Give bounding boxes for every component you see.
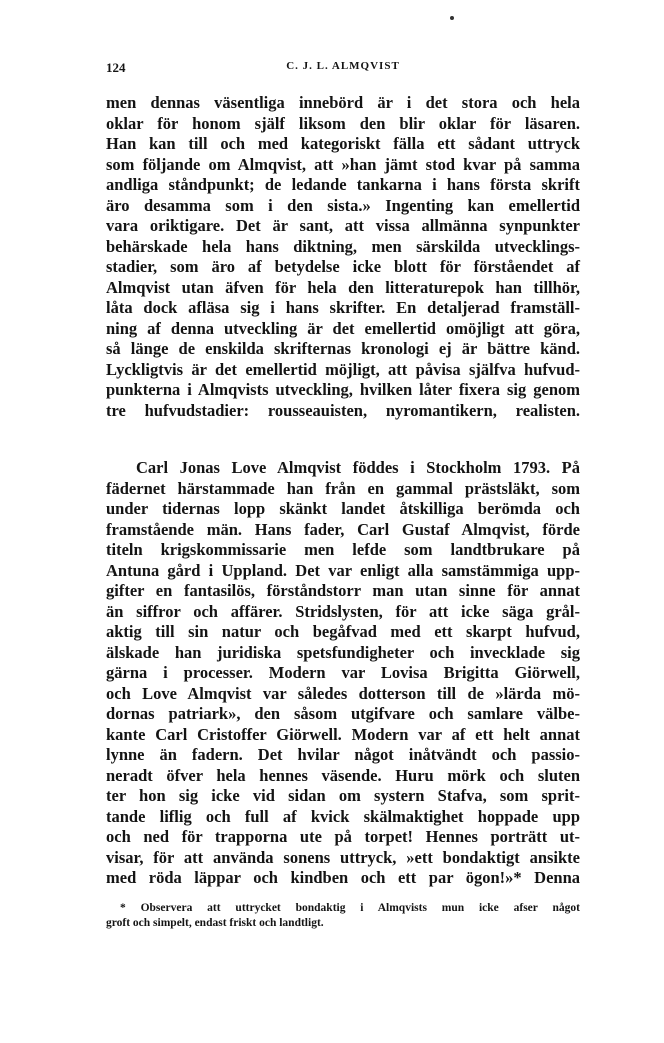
text-line: och Love Almqvist var således dotterson till de »lärda mö-	[106, 683, 580, 703]
page-number: 124	[106, 60, 126, 75]
text-line: Lyckligtvis är det emellertid möjligt, att påvisa själfva hufvud-	[106, 359, 580, 379]
text-line: under tidernas lopp skänkt landet åtskilliga berömda och	[106, 499, 580, 518]
footnote	[106, 901, 580, 931]
text-line: framstående män. Hans fader, Carl Gustaf Almqvist, förde	[106, 519, 580, 539]
text-line: visar, för att använda sonens uttryck, »ett bondaktigt ansikte	[106, 847, 580, 867]
running-title: C. J. L. ALMQVIST	[286, 60, 400, 72]
text-line: men dennas väsentliga innebörd är i det stora och hela	[106, 93, 580, 112]
text-line: kante Carl Cristoffer Giörwell. Modern var af ett helt annat	[106, 724, 580, 744]
text-line: stadier, som äro af betydelse icke blott för förståendet af	[106, 257, 580, 276]
text-line: äro desamma som i den sista.» Ingenting kan emellertid	[106, 195, 580, 215]
text-line: oklar för honom själf liksom den blir oklar för läsaren.	[106, 113, 580, 133]
text-line: Antuna gård i Uppland. Det var enligt alla samstämmiga upp-	[106, 560, 580, 580]
text-line: och ned för trapporna ute på torpet! Hennes porträtt ut-	[106, 827, 580, 846]
text-line: än siffror och affärer. Stridslysten, för att icke säga grål-	[106, 601, 580, 621]
footnote-line: groft och simpelt, endast friskt och landtligt.	[106, 917, 324, 929]
text-line: som följande om Almqvist, att »han jämt stod kvar på samma	[106, 154, 580, 174]
footnote-line: * Observera att uttrycket bondaktig i Almqvists mun icke afser något	[120, 902, 580, 914]
text-line: dornas patriark», den såsom utgifvare och samlare välbe-	[106, 704, 580, 723]
print-speck	[450, 16, 454, 20]
text-line: ter hon sig icke vid sidan om systern Stafva, som sprit-	[106, 786, 580, 805]
text-line: gifter en fantasilös, förståndstorr man utan sinne för annat	[106, 581, 580, 600]
text-line: neradt öfver hela hennes väsende. Huru mörk och sluten	[106, 765, 580, 785]
text-line: så länge de enskilda skrifternas kronologi ej är bättre känd.	[106, 339, 580, 358]
text-line: lynne än fadern. Det hvilar något inåtvändt och passio-	[106, 745, 580, 764]
text-line: behärskade hela hans diktning, men särskilda utvecklings-	[106, 236, 580, 256]
text-line: med röda läppar och kindben och ett par ögon!»* Denna	[106, 868, 580, 887]
text-line: vara oriktigare. Det är sant, att vissa allmänna synpunkter	[106, 216, 580, 235]
text-line: aktig till sin natur och begåfvad med ett skarpt hufvud,	[106, 622, 580, 641]
text-line: ning af denna utveckling är det emellertid omöjligt att göra,	[106, 318, 580, 338]
text-line: gärna i processer. Modern var Lovisa Brigitta Giörwell,	[106, 663, 580, 682]
text-line: andliga ståndpunkt; de ledande tankarna i hans första skrift	[106, 175, 580, 194]
text-line: låta dock afläsa sig i hans skrifter. En detaljerad framställ-	[106, 298, 580, 317]
text-line: tande liflig och full af kvick skälmaktighet hoppade upp	[106, 806, 580, 826]
text-line: Han kan till och med kategoriskt fälla ett sådant uttryck	[106, 134, 580, 153]
text-line: titeln krigskommissarie men lefde som landtbrukare på	[106, 540, 580, 559]
text-line: Carl Jonas Love Almqvist föddes i Stockholm 1793. På	[136, 458, 580, 477]
text-line: fädernet härstammade han från en gammal prästsläkt, som	[106, 478, 580, 498]
text-line: Almqvist utan äfven för hela den litteraturepok han tillhör,	[106, 277, 580, 297]
text-line: punkterna i Almqvists utveckling, hvilken låter fixera sig genom	[106, 380, 580, 399]
paragraph-2	[106, 458, 580, 889]
text-line: älskade han juridiska spetsfundigheter och invecklade sig	[106, 642, 580, 662]
paragraph-1	[106, 93, 580, 421]
text-line: tre hufvudstadier: rousseauisten, nyromantikern, realisten.	[106, 400, 580, 420]
page-header	[106, 60, 580, 80]
